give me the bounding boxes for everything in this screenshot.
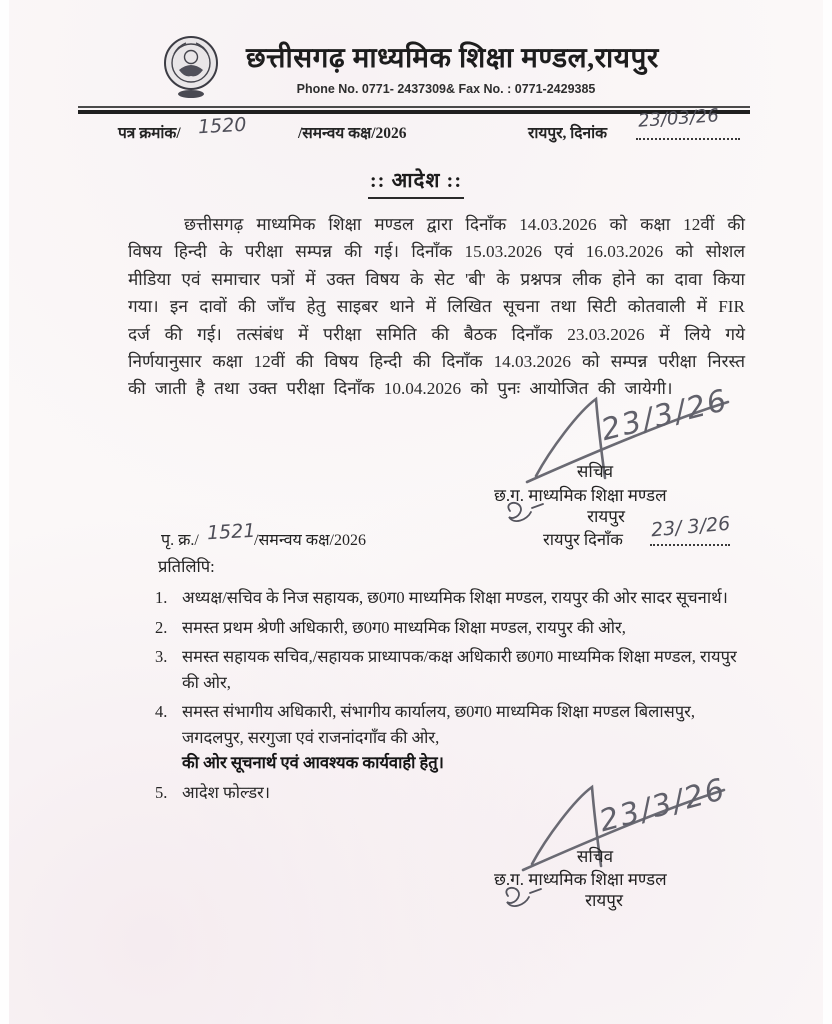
item-text: आदेश फोल्डर। xyxy=(182,782,271,802)
signature-date-handwritten-top: 23/3/26 xyxy=(597,382,732,449)
section-label: /समन्वय कक्ष/2026 xyxy=(298,125,407,142)
signature-date-handwritten-bottom: 23/3/26 xyxy=(595,771,730,840)
endorsement-ref-handwritten: 1521 xyxy=(206,519,256,545)
endorsement-ref-prefix: पृ. क्र./ xyxy=(161,532,199,549)
endorsement-ref-suffix: /समन्वय कक्ष/2026 xyxy=(254,532,366,549)
item-text: समस्त प्रथम श्रेणी अधिकारी, छ0ग0 माध्यमिक शिक्षा मण्डल, रायपुर की ओर, xyxy=(182,617,626,637)
signatory-org-bottom: छ.ग. माध्यमिक शिक्षा मण्डल xyxy=(494,870,667,889)
item-text-main: समस्त संभागीय अधिकारी, संभागीय कार्यालय, छ0ग0 माध्यमिक शिक्षा मण्डल बिलासपुर, जगदलपुर, सरगुजा एवं राजनांदगाँव की ओर, xyxy=(182,702,696,747)
item-text xyxy=(182,699,745,776)
list-item xyxy=(155,644,745,695)
place-date-label: रायपुर, दिनांक xyxy=(528,125,608,142)
letter-no-handwritten: 1520 xyxy=(197,113,247,139)
scan-edge-left xyxy=(0,0,9,1024)
signatory-place-bottom: रायपुर xyxy=(585,891,623,910)
place-date-handwritten-top: 23/ 3/26 xyxy=(650,512,732,542)
letter-no-label: पत्र क्रमांक/ xyxy=(118,125,181,142)
board-seal-logo xyxy=(162,34,220,100)
signatory-place-top: रायपुर xyxy=(587,507,625,526)
item-text-bold: की ओर सूचनार्थ एवं आवश्यक कार्यवाही हेतु। xyxy=(182,753,444,772)
item-number: 4. xyxy=(155,702,168,721)
item-number: 1. xyxy=(155,588,168,607)
item-number: 2. xyxy=(155,617,168,637)
copy-to-label: प्रतिलिपि: xyxy=(158,557,215,576)
place-date-label-top: रायपुर दिनाँक xyxy=(543,530,623,549)
list-item xyxy=(155,699,745,776)
designation-top: सचिव xyxy=(576,462,614,481)
list-item xyxy=(155,585,745,611)
list-item xyxy=(155,615,745,641)
scan-edge-right xyxy=(823,0,832,1024)
org-name: छत्तीसगढ़ माध्यमिक शिक्षा मण्डल,रायपुर xyxy=(246,43,659,74)
item-number: 3. xyxy=(155,647,168,666)
order-title: :: आदेश :: xyxy=(0,166,832,199)
order-body-paragraph: छत्तीसगढ़ माध्यमिक शिक्षा मण्डल द्वारा दिनाँक 14.03.2026 को कक्षा 12वीं की विषय हिन्दी के परीक्षा सम्पन्न की गई। दिनाँक 15.03.2026 एवं 16.03.2026 को सोशल मीडिया एवं समाचार पत्रों में उक्त विषय के सेट 'बी' के प्रश्नपत्र लीक होने का दावा किया गया। इन दावों की जाँच हेतु साइबर थाने में लिखित सूचना तथा सिटी कोतवाली में FIR दर्ज की गई। तत्संबंध में परीक्षा समिति की बैठक दिनाँक 23.03.2026 में लिये गये निर्णयानुसार कक्षा 12वीं की विषय हिन्दी की दिनाँक 14.03.2026 को सम्पन्न परीक्षा निरस्त की जाती है तथा उक्त परीक्षा दिनाँक 10.04.2026 को पुनः आयोजित की जायेगी। xyxy=(128,215,745,399)
item-number: 5. xyxy=(155,782,168,802)
signatory-org-top: छ.ग. माध्यमिक शिक्षा मण्डल xyxy=(494,486,667,505)
monogram-scribble xyxy=(498,884,544,912)
monogram-scribble xyxy=(500,499,546,527)
designation-bottom: सचिव xyxy=(576,847,614,866)
item-text: समस्त सहायक सचिव,/सहायक प्राध्यापक/कक्ष अधिकारी छ0ग0 माध्यमिक शिक्षा मण्डल, रायपुर की ओर, xyxy=(182,647,737,692)
ref-date-handwritten: 23/03/26 xyxy=(637,105,720,132)
copy-list xyxy=(155,585,745,809)
item-text: अध्यक्ष/सचिव के निज सहायक, छ0ग0 माध्यमिक शिक्षा मण्डल, रायपुर की ओर सादर सूचनार्थ। xyxy=(182,588,728,607)
contact-line: Phone No. 0771- 2437309& Fax No. : 0771-2429385 xyxy=(296,82,596,96)
